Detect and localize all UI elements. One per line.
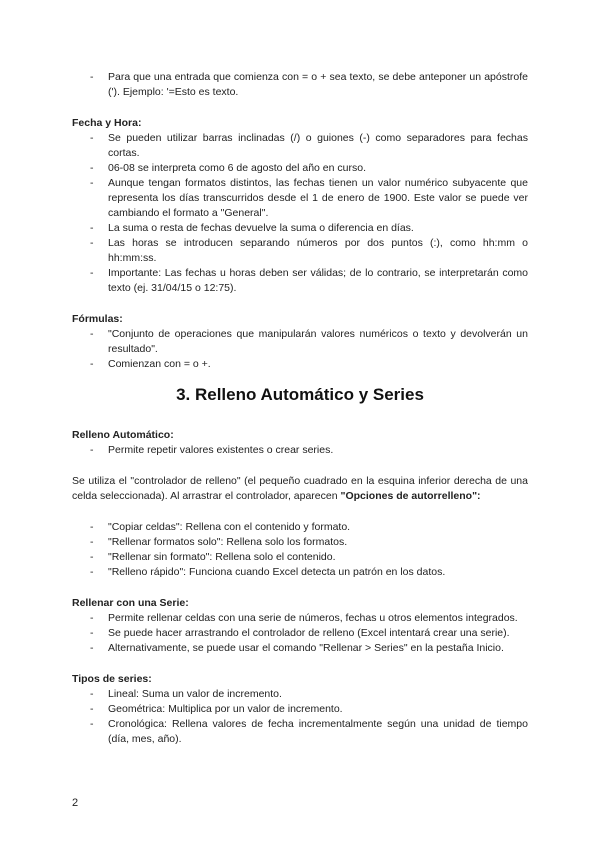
list-item: - Se pueden utilizar barras inclinadas (/) o guiones (-) como separadores para fechas cortas. (90, 132, 528, 159)
page-number: 2 (72, 797, 79, 809)
list-item: - 06-08 se interpreta como 6 de agosto del año en curso. (90, 162, 366, 174)
list-item: - "Relleno rápido": Funciona cuando Excel detecta un patrón en los datos. (90, 566, 446, 578)
list-item: - Importante: Las fechas u horas deben ser válidas; de lo contrario, se interpretarán como texto (ej. 31/04/15 o 12:75). (90, 267, 528, 294)
heading-formulas: Fórmulas: (72, 313, 123, 325)
list-item: - Geométrica: Multiplica por un valor de incremento. (90, 703, 343, 715)
bold-phrase: "Opciones de autorrelleno": (340, 490, 481, 502)
heading-rellenar-serie: Rellenar con una Serie: (72, 597, 189, 609)
list-item: - Las horas se introducen separando números por dos puntos (:), como hh:mm o hh:mm:ss. (90, 237, 528, 264)
list-item: - Permite repetir valores existentes o crear series. (90, 444, 334, 456)
heading-tipos-series: Tipos de series: (72, 673, 152, 685)
intro-list (72, 70, 528, 100)
rellenar-serie-list (72, 611, 528, 656)
body-paragraph: Se utiliza el "controlador de relleno" (el pequeño cuadrado en la esquina inferior derecha de una celda seleccionada). Al arrastrar el controlador, aparecen "Opciones de autorrelleno": (72, 475, 528, 502)
relleno-automatico-list (72, 443, 528, 458)
heading-fecha-hora: Fecha y Hora: (72, 117, 142, 129)
opciones-list (72, 520, 528, 580)
list-item: - "Conjunto de operaciones que manipularán valores numéricos o texto y devolverán un resultado". (90, 328, 528, 355)
dash-bullet: - (90, 71, 94, 83)
list-item: - "Copiar celdas": Rellena con el contenido y formato. (90, 521, 351, 533)
section-title: 3. Relleno Automático y Series (176, 385, 424, 404)
list-item: - Para que una entrada que comienza con = o + sea texto, se debe anteponer un apóstrofe ('). Ejemplo: '=Esto es texto. (90, 71, 528, 98)
formulas-list (72, 327, 528, 372)
list-item: - Alternativamente, se puede usar el comando "Rellenar > Series" en la pestaña Inicio. (90, 642, 504, 654)
tipos-series-list (72, 687, 528, 747)
list-item: - Se puede hacer arrastrando el controlador de relleno (Excel intentará crear una serie). (90, 627, 510, 639)
list-item: - Cronológica: Rellena valores de fecha incrementalmente según una unidad de tiempo (día, mes, año). (90, 718, 528, 745)
list-item: - Aunque tengan formatos distintos, las fechas tienen un valor numérico subyacente que representa los días transcurridos desde el 1 de enero de 1900. Este valor se puede ver cambiando el formato a "General". (90, 177, 528, 219)
fecha-hora-list (72, 131, 528, 296)
list-item: - Comienzan con = o +. (90, 358, 211, 370)
list-item: - "Rellenar formatos solo": Rellena solo los formatos. (90, 536, 348, 548)
list-item: - La suma o resta de fechas devuelve la suma o diferencia en días. (90, 222, 414, 234)
document-page (72, 70, 528, 747)
list-item: - Permite rellenar celdas con una serie de números, fechas u otros elementos integrados. (90, 612, 518, 624)
list-item: - Lineal: Suma un valor de incremento. (90, 688, 282, 700)
list-item: - "Rellenar sin formato": Rellena solo el contenido. (90, 551, 336, 563)
heading-relleno-automatico: Relleno Automático: (72, 429, 174, 441)
